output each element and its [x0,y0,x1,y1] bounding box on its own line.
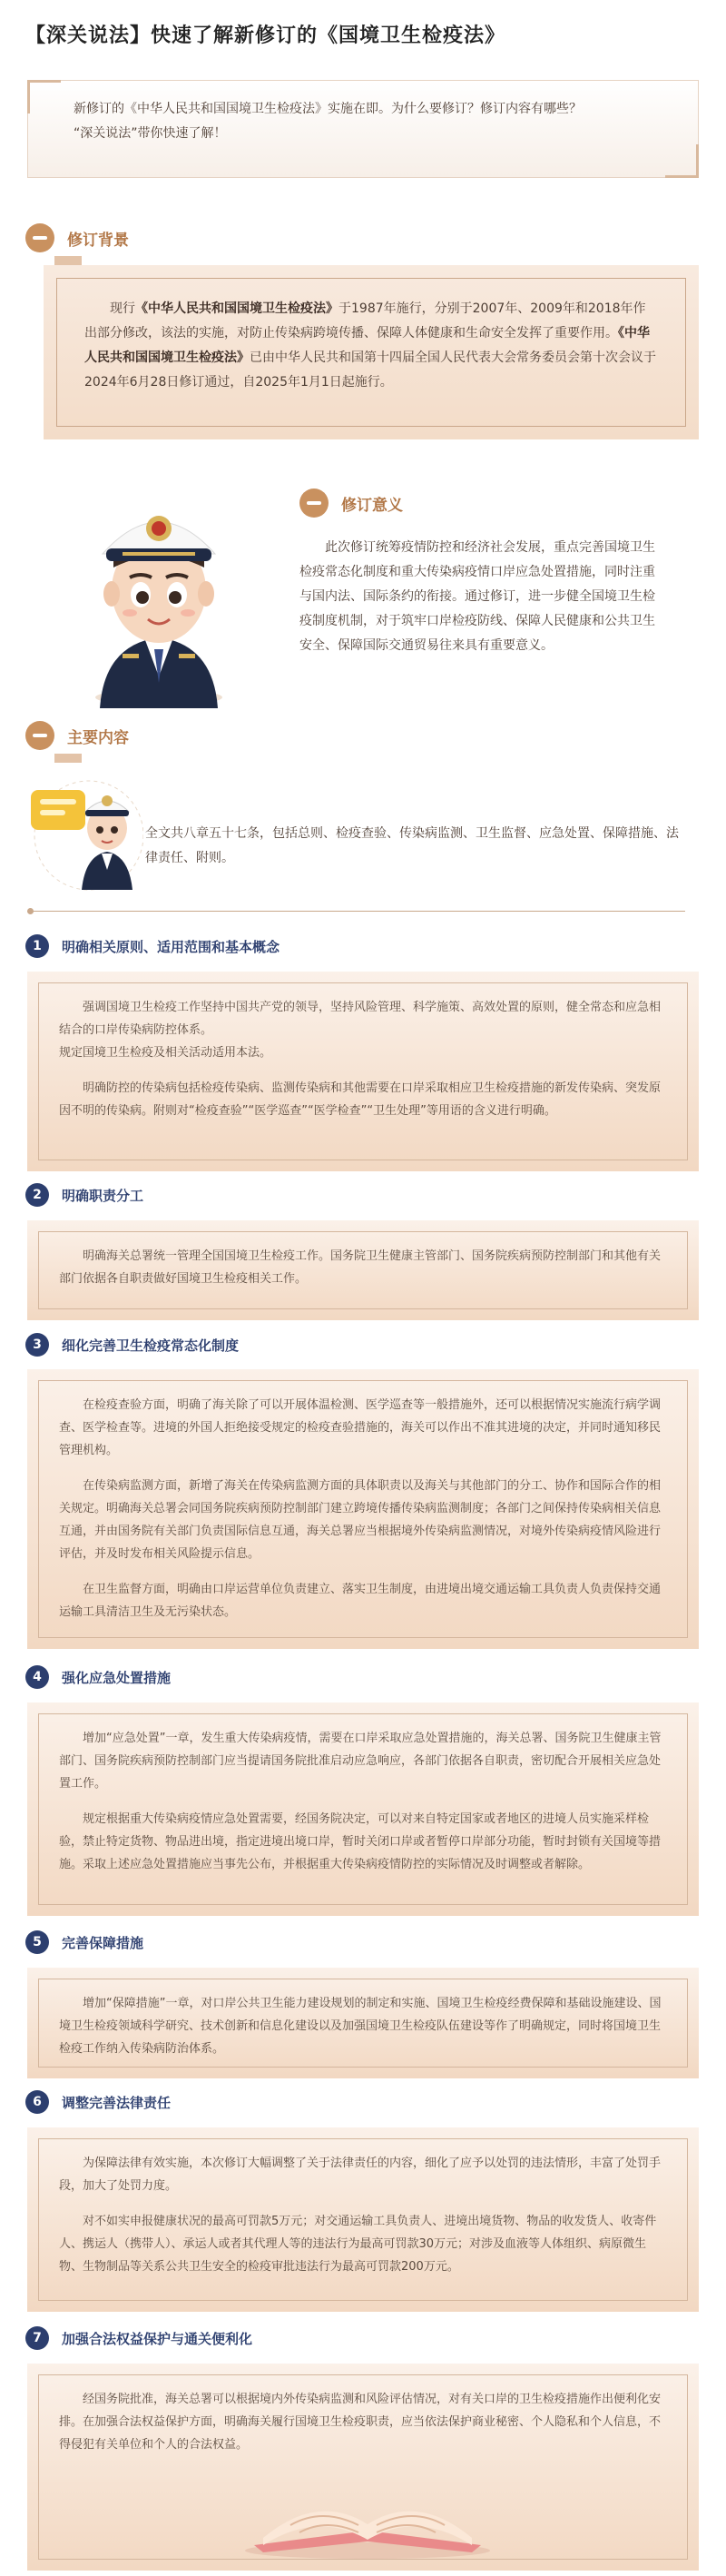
paragraph: 在检疫查验方面，明确了海关除了可以开展体温检测、医学巡查等一般措施外，还可以根据情况实施流行病学调查、医学检查等。进境的外国人拒绝接受规定的检疫查验措施的，海关可以作出不准其进境的决定，并同时通知移民管理机构。 [59,1398,662,1457]
section-heading-label: 主要内容 [67,728,129,747]
intro-box [27,80,699,178]
number-badge: 2 [25,1183,49,1207]
section-title: 明确相关原则、适用范围和基本概念 [62,938,280,955]
number-badge: 6 [25,2090,49,2114]
section-title: 完善保障措施 [62,1934,144,1951]
paragraph: 经国务院批准，海关总署可以根据境内外传染病监测和风险评估情况，对有关口岸的卫生检疫措施作出便利化安排。在加强合法权益保护方面，明确海关履行国境卫生检疫职责，应当依法保护商业秘密、个人隐私和个人信息，不得侵犯有关单位和个人的合法权益。 [59,2393,662,2452]
section-6-heading [25,2090,171,2114]
main-summary-text: 全文共八章五十七条，包括总则、检疫查验、传染病监测、卫生监督、应急处置、保障措施、法律责任、附则。 [145,826,679,865]
section-4-box [27,1703,699,1916]
number-badge: 3 [25,1333,49,1357]
decoration-bar [54,256,82,265]
paragraph: 明确海关总署统一管理全国国境卫生检疫工作。国务院卫生健康主管部门、国务院疾病预防控制部门和其他有关部门依据各自职责做好国境卫生检疫相关工作。 [59,1249,662,1286]
section-5-box [27,1968,699,2078]
text-span: 于1987年施行，分别于2007年、2009年和2018年作出部分修改，该法的实施，对防止传染病跨境传播、保障人体健康和生命安全发挥了重要作用。 [84,301,646,341]
section-body [38,2138,688,2301]
paragraph: 强调国境卫生检疫工作坚持中国共产党的领导，坚持风险管理、科学施策、高效处置的原则，健全常态和应急相结合的口岸传染病防控体系。 规定国境卫生检疫及相关活动适用本法。 [59,1001,662,1060]
paragraph: 增加“保障措施”一章，对口岸公共卫生能力建设规划的制定和实施、国境卫生检疫经费保障和基础设施建设、国境卫生检疫领域科学研究、技术创新和信息化建设以及加强国境卫生检疫队伍建设等作了明确规定，同时将国境卫生检疫工作纳入传染病防治体系。 [59,1997,662,2056]
paragraph: 明确防控的传染病包括检疫传染病、监测传染病和其他需要在口岸采取相应卫生检疫措施的新发传染病、突发原因不明的传染病。附则对“检疫查验”“医学巡查”“医学检查”“卫生处理”等用语的含义进行明确。 [59,1081,662,1118]
section-5-heading [25,1930,143,1954]
section-body [38,1713,688,1905]
section-2-box [27,1220,699,1320]
section-body [38,1231,688,1309]
decoration-bar [54,754,82,763]
text-span: 现行 [110,301,135,316]
section-dot-icon [299,489,329,518]
paragraph: 对不如实申报健康状况的最高可罚款5万元；对交通运输工具负责人、进境出境货物、物品的收发货人、收寄件人、携运人（携带人）、承运人或者其代理人等的违法行为最高可罚款30万元；对涉及血液等人体组织、病原微生物、生物制品等关系公共卫生安全的检疫审批违法行为最高可罚款200万元。 [59,2215,657,2274]
section-dot-icon [25,721,54,750]
mascot-badge-image [25,772,143,894]
section-title: 调整完善法律责任 [62,2094,172,2111]
section-heading-meaning [299,489,403,518]
section-1-heading [25,934,280,958]
divider [27,911,685,912]
paragraph: 为保障法律有效实施，本次修订大幅调整了关于法律责任的内容，细化了应予以处罚的违法情形，丰富了处罚手段，加大了处罚力度。 [59,2157,662,2193]
section-heading-main [25,721,129,750]
open-book-image [236,2474,499,2561]
text-span: 已由中华人民共和国第十四届全国人民代表大会常务委员会第十次会议于2024年6月28日修订通过，自2025年1月1日起施行。 [84,350,656,390]
paragraph: 在传染病监测方面，新增了海关在传染病监测方面的具体职责以及海关与其他部门的分工、协作和国际合作的相关规定。明确海关总署会同国务院疾病预防控制部门建立跨境传播传染病监测制度；各部门之间保持传染病相关信息互通，并由国务院有关部门负责国际信息互通，海关总署应当根据境外传染病监测情况，对境外传染病疫情风险进行评估，并及时发布相关风险提示信息。 [59,1479,662,1561]
meaning-text: 此次修订统筹疫情防控和经济社会发展，重点完善国境卫生检疫常态化制度和重大传染病疫情口岸应急处置措施，同时注重与国内法、国际条约的衔接。通过修订，进一步健全国境卫生检疫制度机制，对于筑牢口岸检疫防线、保障人民健康和公共卫生安全、保障国际交通贸易往来具有重要意义。 [299,540,655,653]
law-name: 《中华人民共和国国境卫生检疫法》 [84,326,650,365]
background-text [56,278,686,427]
page-title: 【深关说法】快速了解新修订的《国境卫生检疫法》 [25,25,506,47]
section-title: 细化完善卫生检疫常态化制度 [62,1337,240,1354]
number-badge: 4 [25,1665,49,1689]
section-1-box [27,972,699,1171]
section-title: 加强合法权益保护与通关便利化 [62,2330,253,2347]
section-4-heading [25,1665,171,1689]
corner-decoration [665,144,699,178]
section-body [38,1979,688,2068]
section-title: 强化应急处置措施 [62,1669,172,1686]
section-6-box [27,2127,699,2312]
paragraph: 在卫生监督方面，明确由口岸运营单位负责建立、落实卫生制度，由进境出境交通运输工具负责人负责保持交通运输工具清洁卫生及无污染状态。 [59,1583,662,1619]
section-3-heading [25,1333,239,1357]
intro-text: 新修订的《中华人民共和国国境卫生检疫法》实施在即。为什么要修订？修订内容有哪些？ [74,102,582,116]
background-box [44,265,699,439]
section-7-heading [25,2326,252,2350]
section-heading-label: 修订意义 [341,496,403,515]
corner-decoration [27,80,61,114]
customs-officer-mascot-image [68,481,250,708]
section-body [38,982,688,1160]
paragraph: 增加“应急处置”一章，发生重大传染病疫情，需要在口岸采取应急处置措施的，海关总署、国务院卫生健康主管部门、国务院疾病预防控制部门应当提请国务院批准启动应急响应，各部门依据各自职责，密切配合开展相关应急处置工作。 [59,1732,662,1791]
number-badge: 5 [25,1930,49,1954]
number-badge: 7 [25,2326,49,2350]
section-3-box [27,1369,699,1649]
number-badge: 1 [25,934,49,958]
section-heading-label: 修订背景 [67,231,129,250]
section-2-heading [25,1183,143,1207]
paragraph: 规定根据重大传染病疫情应急处置需要，经国务院决定，可以对来自特定国家或者地区的进境人员实施采样检验，禁止特定货物、物品进出境，指定进境出境口岸，暂时关闭口岸或者暂停口岸部分功能，暂时封锁有关国境等措施。采取上述应急处置措施应当事先公布，并根据重大传染病疫情防控的实际情况及时调整或者解除。 [59,1812,662,1871]
section-heading-background [25,223,129,252]
intro-tagline: “深关说法”带你快速了解！ [74,126,227,141]
law-name: 《中华人民共和国国境卫生检疫法》 [135,301,338,316]
section-body [38,1380,688,1638]
section-title: 明确职责分工 [62,1187,144,1204]
section-dot-icon [25,223,54,252]
